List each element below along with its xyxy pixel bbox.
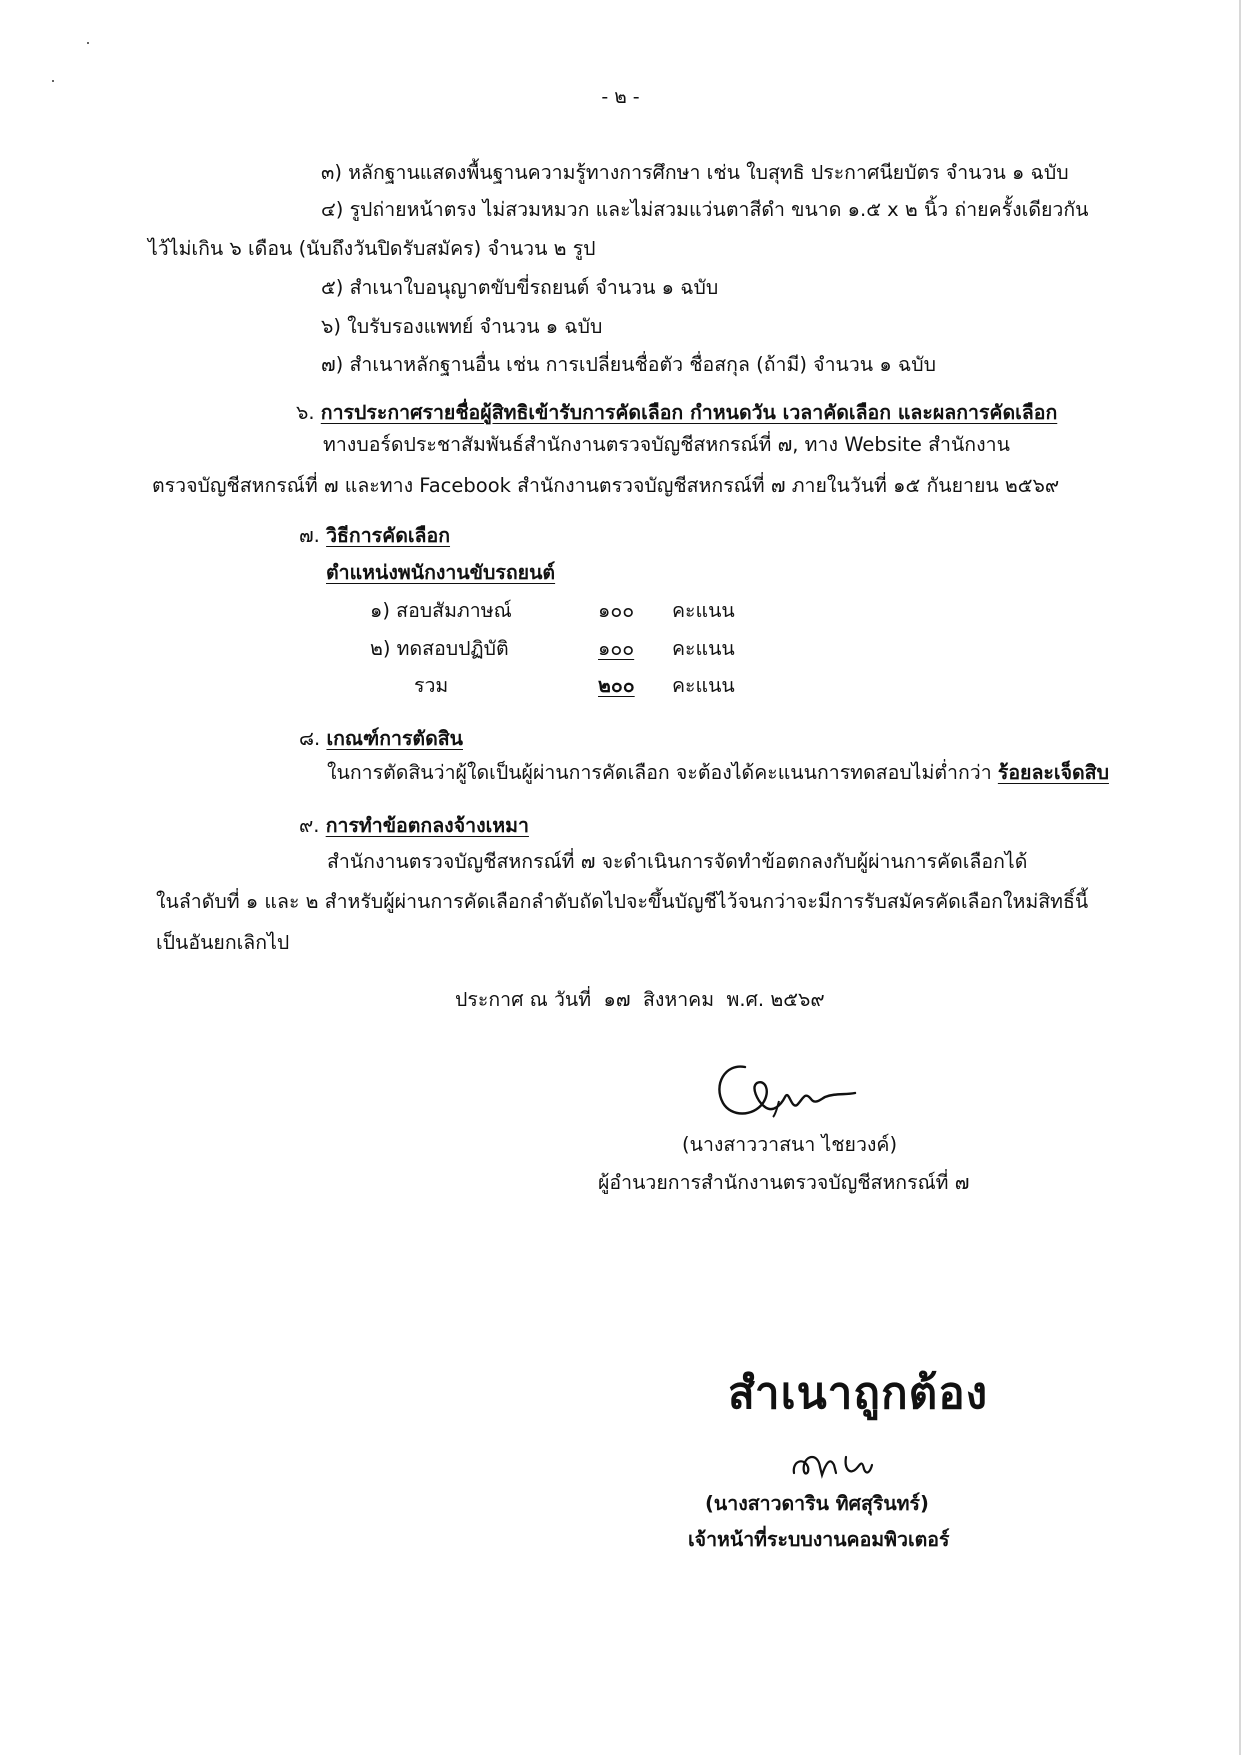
announcement-date (455, 987, 825, 1013)
announce-year-prefix: พ.ศ. (726, 988, 765, 1011)
certifier-signature (790, 1443, 880, 1483)
section-8-title: เกณฑ์การตัดสิน (326, 727, 463, 750)
announce-month: สิงหาคม (642, 988, 715, 1011)
director-title: ผู้อำนวยการสำนักงานตรวจบัญชีสหกรณ์ที่ ๗ (598, 1171, 970, 1194)
item-7: ๗) สำเนาหลักฐานอื่น เช่น การเปลี่ยนชื่อตัว ชื่อสกุล (ถ้ามี) จำนวน ๑ ฉบับ (321, 353, 936, 376)
section-8-threshold: ร้อยละเจ็ดสิบ (997, 761, 1109, 784)
section-8-heading (299, 726, 463, 752)
score-row-unit: คะแนน (672, 599, 735, 622)
certified-copy-stamp: สำเนาถูกต้อง (728, 1368, 989, 1419)
director-signature (705, 1055, 905, 1125)
item-5: ๕) สำเนาใบอนุญาตขับขี่รถยนต์ จำนวน ๑ ฉบับ (321, 276, 719, 299)
score-total-value: ๒๐๐ (598, 674, 635, 697)
section-9-line-1: สำนักงานตรวจบัญชีสหกรณ์ที่ ๗ จะดำเนินการจัดทำข้อตกลงกับผู้ผ่านการคัดเลือกได้ (327, 850, 1028, 873)
scan-speck (87, 42, 89, 44)
section-8-number: ๘. (299, 727, 321, 750)
score-total-unit: คะแนน (672, 674, 735, 697)
section-7-number: ๗. (299, 524, 320, 547)
section-9-line-3: เป็นอันยกเลิกไป (156, 931, 290, 954)
certifier-title: เจ้าหน้าที่ระบบงานคอมพิวเตอร์ (688, 1528, 950, 1551)
section-9-line-2: ในลำดับที่ ๑ และ ๒ สำหรับผู้ผ่านการคัดเลือกลำดับถัดไปจะขึ้นบัญชีไว้จนกว่าจะมีการรับสมัครคัดเลือกใหม่สิทธิ์นี้ (156, 890, 1089, 913)
section-9-number: ๙. (299, 814, 320, 837)
section-8-body: ในการตัดสินว่าผู้ใดเป็นผู้ผ่านการคัดเลือก จะต้องได้คะแนนการทดสอบไม่ต่ำกว่า (327, 761, 992, 784)
announce-year: ๒๕๖๙ (770, 988, 825, 1011)
item-6: ๖) ใบรับรองแพทย์ จำนวน ๑ ฉบับ (321, 315, 603, 338)
section-8-text (327, 760, 1109, 786)
score-row-label: ๒) ทดสอบปฏิบัติ (370, 637, 509, 660)
section-6-heading (296, 400, 1057, 426)
score-total-label: รวม (414, 674, 449, 697)
section-7-title: วิธีการคัดเลือก (326, 524, 451, 547)
section-6-number: ๖. (296, 401, 315, 424)
section-6-line-1: ทางบอร์ดประชาสัมพันธ์สำนักงานตรวจบัญชีสหกรณ์ที่ ๗, ทาง Website สำนักงาน (323, 433, 1010, 456)
score-row-value: ๑๐๐ (598, 637, 635, 660)
item-4-continued: ไว้ไม่เกิน ๖ เดือน (นับถึงวันปิดรับสมัคร) จำนวน ๒ รูป (148, 237, 596, 260)
scan-speck (52, 80, 54, 82)
section-7-heading (299, 523, 450, 549)
announce-prefix: ประกาศ ณ วันที่ (455, 988, 592, 1011)
item-4: ๔) รูปถ่ายหน้าตรง ไม่สวมหมวก และไม่สวมแว่นตาสีดำ ขนาด ๑.๕ x ๒ นิ้ว ถ่ายครั้งเดียวกัน (321, 198, 1089, 221)
section-6-title: การประกาศรายชื่อผู้สิทธิเข้ารับการคัดเลือก กำหนดวัน เวลาคัดเลือก และผลการคัดเลือก (320, 401, 1058, 424)
section-6-line-2: ตรวจบัญชีสหกรณ์ที่ ๗ และทาง Facebook สำนักงานตรวจบัญชีสหกรณ์ที่ ๗ ภายในวันที่ ๑๕ กันยายน ๒๕๖๙ (152, 474, 1060, 497)
position-title: ตำแหน่งพนักงานขับรถยนต์ (326, 561, 556, 584)
section-9-heading (299, 813, 529, 839)
page-number: - ๒ - (601, 86, 640, 108)
announce-day: ๑๗ (603, 988, 631, 1011)
certifier-name: (นางสาวดาริน ทิศสุรินทร์) (705, 1492, 929, 1515)
score-row-value: ๑๐๐ (598, 599, 635, 622)
director-name: (นางสาววาสนา ไชยวงค์) (682, 1133, 898, 1156)
item-3: ๓) หลักฐานแสดงพื้นฐานความรู้ทางการศึกษา เช่น ใบสุทธิ ประกาศนียบัตร จำนวน ๑ ฉบับ (321, 161, 1069, 184)
score-row-unit: คะแนน (672, 637, 735, 660)
section-9-title: การทำข้อตกลงจ้างเหมา (325, 814, 529, 837)
score-row-label: ๑) สอบสัมภาษณ์ (370, 599, 512, 622)
